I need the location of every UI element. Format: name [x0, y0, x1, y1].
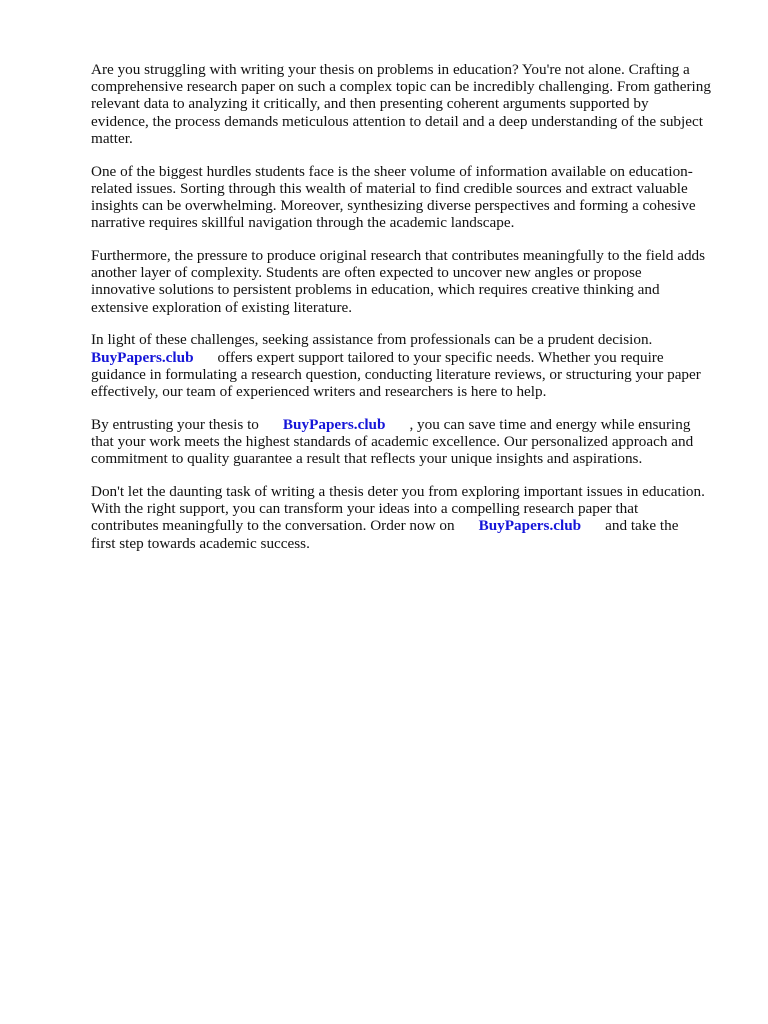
paragraph-2: One of the biggest hurdles students face is the sheer volume of information available on education- related issues. Sorting through this wealth of material to find credible sources and extract valuable insights can be overwhelming. Moreover, synthesizing diverse perspectives and forming a cohesive narrative requires skillful navigation through the academic landscape. [91, 162, 696, 232]
paragraph-6 [91, 483, 731, 552]
paragraph-4-lead: In light of these challenges, seeking assistance from professionals can be a prudent decision. [91, 331, 653, 349]
paragraph-5 [91, 416, 731, 468]
paragraph-5-lead: By entrusting your thesis to [91, 415, 259, 433]
document-page [91, 61, 731, 567]
paragraph-5-rest: , you can save time and energy while ensuring that your work meets the highest standards of academic excellence. Our personalized approach and commitment to quality guarantee a result that reflects your unique insights and aspirations. [91, 415, 694, 468]
paragraph-6-rest: and take the first step towards academic success. [91, 517, 679, 552]
buypapers-link-2[interactable]: BuyPapers.club [282, 415, 386, 433]
paragraph-4 [91, 331, 731, 400]
paragraph-4-rest: offers expert support tailored to your specific needs. Whether you require guidance in formulating a research question, conducting literature reviews, or structuring your paper effectively, our team of experienced writers and researchers is here to help. [91, 348, 701, 401]
paragraph-1: Are you struggling with writing your thesis on problems in education? You're not alone. Crafting a comprehensive research paper on such a complex topic can be incredibly challenging. From gathering relevant data to analyzing it critically, and then presenting coherent arguments supported by evidence, the process demands meticulous attention to detail and a deep understanding of the subject matter. [91, 61, 711, 147]
paragraph-3: Furthermore, the pressure to produce original research that contributes meaningfully to the field adds another layer of complexity. Students are often expected to uncover new angles or propose innovative solutions to persistent problems in education, which requires creative thinking and extensive exploration of existing literature. [91, 247, 706, 316]
buypapers-link-1[interactable]: BuyPapers.club [91, 348, 194, 366]
paragraph-6-lead: Don't let the daunting task of writing a thesis deter you from exploring important issues in education. With the right support, you can transform your ideas into a compelling research paper that contributes meaningfully to the conversation. Order now on [91, 483, 705, 535]
buypapers-link-3[interactable]: BuyPapers.club [478, 517, 582, 535]
